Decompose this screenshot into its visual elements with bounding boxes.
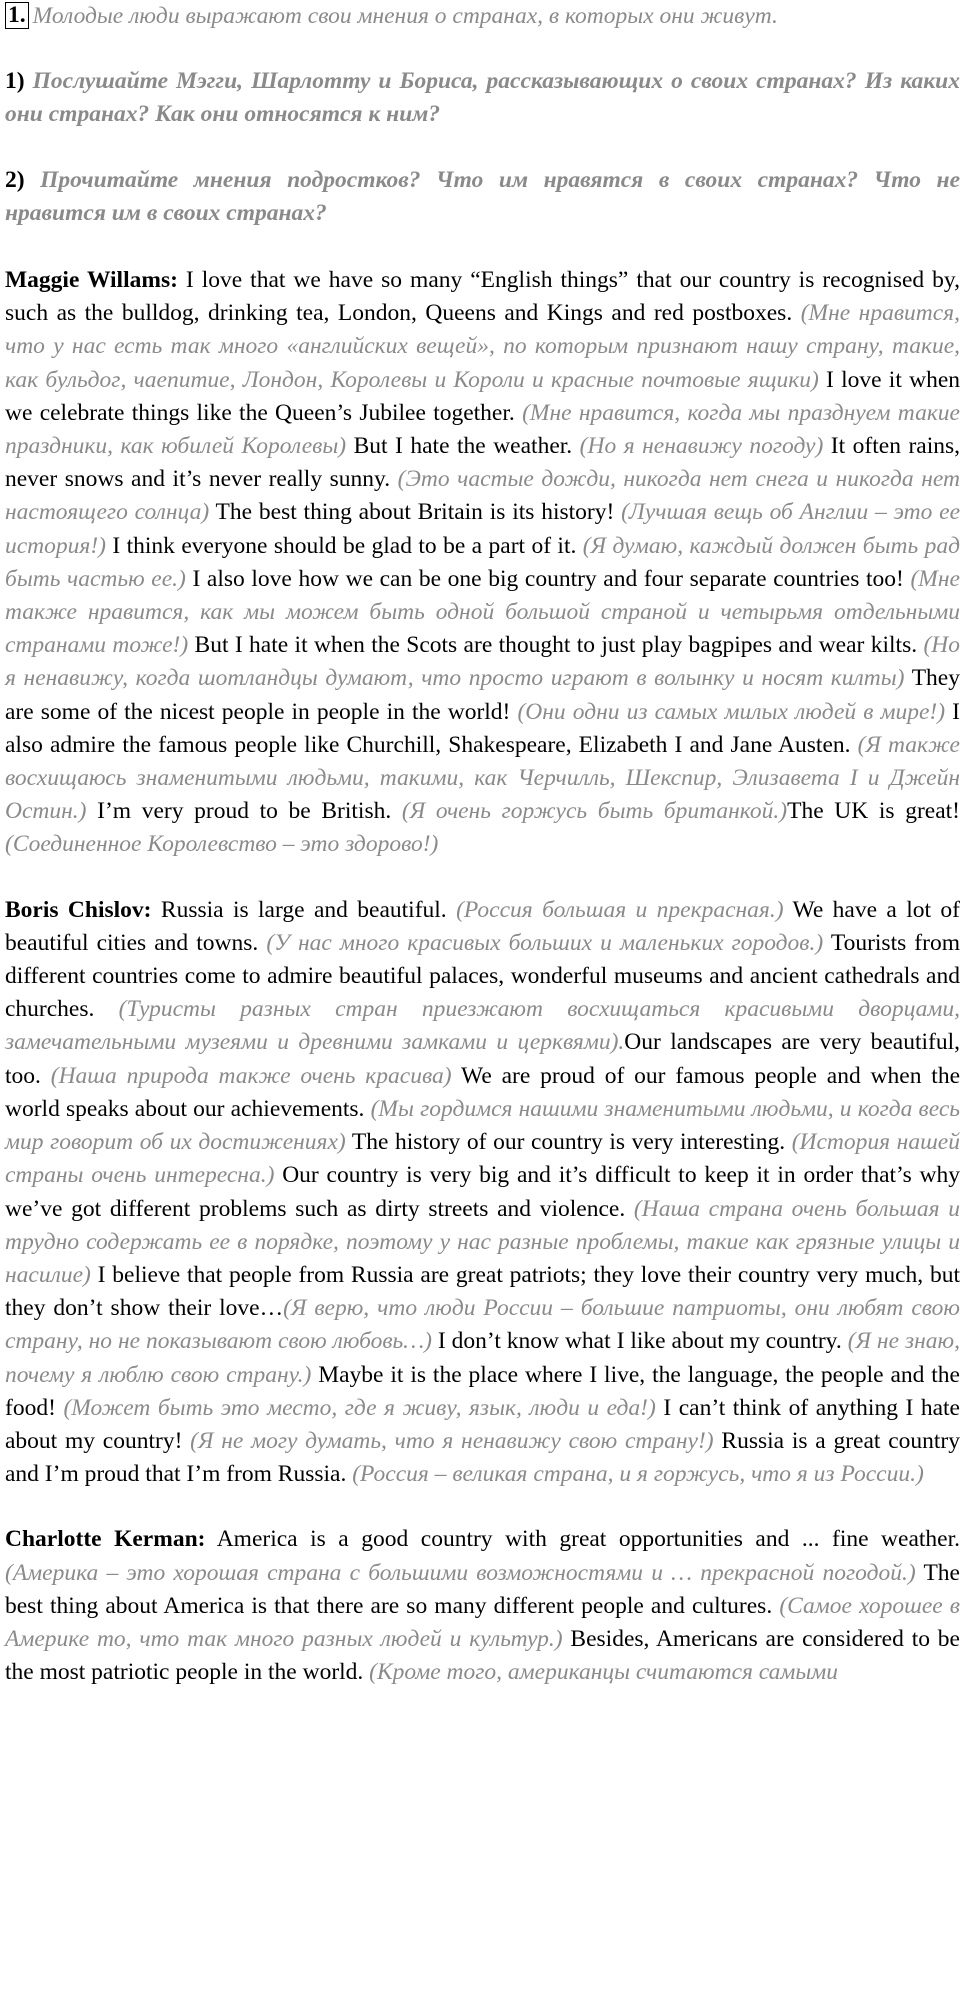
- translation-text: (Может быть это место, где я живу, язык, люди и еда!): [63, 1394, 656, 1421]
- english-text: But I hate the weather.: [346, 433, 580, 460]
- translation-text: (Но я ненавижу погоду): [579, 433, 824, 460]
- english-text: I also admire the famous people like Churchill, Shakespeare, Elizabeth I and Jane Austen.: [5, 698, 960, 758]
- english-text: It often rains, never snows and it’s never really sunny.: [5, 433, 960, 493]
- english-text: I think everyone should be glad to be a part of it.: [105, 532, 583, 559]
- translation-text: (Самое хорошее в Америке то, что так много разных людей и культур.): [5, 1592, 960, 1652]
- english-text: But I hate it when the Scots are thought to just play bagpipes and wear kilts.: [188, 632, 924, 659]
- question-1: [5, 65, 960, 131]
- boris-paragraph: [5, 894, 960, 1492]
- translation-text: (Россия большая и прекрасная.): [456, 896, 784, 923]
- translation-text: (Я не знаю, почему я люблю свою страну.): [5, 1328, 960, 1388]
- english-text: Our country is very big and it’s difficult to keep it in order that’s why we’ve got different problems such as dirty streets and violence.: [5, 1162, 960, 1222]
- speaker-name-charlotte: Charlotte Kerman:: [5, 1526, 206, 1553]
- translation-text: (Наша страна очень большая и трудно содержать ее в порядке, поэтому у нас разные проблемы, такие как грязные улицы и насилие): [5, 1195, 960, 1288]
- translation-text: (Я очень горжусь быть британкой.): [401, 798, 788, 825]
- translation-text: (Мне нравится, когда мы празднуем такие праздники, как юбилей Королевы): [5, 399, 960, 460]
- english-text: The best thing about Britain is its history!: [209, 499, 622, 526]
- english-text: Our landscapes are very beautiful, too.: [5, 1029, 960, 1089]
- english-text: They are some of the nicest people in people in the world!: [5, 665, 960, 725]
- task-intro-text: Молодые люди выражают свои мнения о странах, в которых они живут.: [32, 3, 778, 29]
- maggie-text: [5, 267, 960, 857]
- translation-text: (Они одни из самых милых людей в мире!): [517, 698, 946, 725]
- question-2-number: 2): [5, 166, 25, 193]
- task-intro: [5, 0, 960, 33]
- translation-text: (Туристы разных стран приезжают восхищаться красивыми дворцами, замечательными музеями и древними замками и церквями).: [5, 996, 960, 1056]
- translation-text: (Но я ненавижу, когда шотландцы думают, что просто играют в волынку и носят килты): [5, 632, 960, 692]
- speaker-name-maggie: Maggie Willams:: [5, 267, 178, 294]
- translation-text: (Мне нравится, что у нас есть так много «английских вещей», по которым признают нашу страну, такие, как бульдог, чаепитие, Лондон, Королевы и Короли и красные почтовые ящики): [5, 300, 960, 393]
- translation-text: (Мы гордимся нашими знаменитыми людьми, и когда весь мир говорит об их достижениях): [5, 1095, 960, 1156]
- translation-text: (Америка – это хорошая страна с большими возможностями и … прекрасной погодой.): [5, 1559, 916, 1586]
- english-text: The history of our country is very interesting.: [345, 1129, 792, 1156]
- question-2: [5, 164, 960, 230]
- english-text: The best thing about America is that there are so many different people and cultures.: [5, 1559, 960, 1619]
- spacer: [5, 132, 960, 164]
- speaker-name-boris: Boris Chislov:: [5, 896, 152, 923]
- english-text: Russia is large and beautiful.: [151, 896, 457, 923]
- english-text: America is a good country with great opportunities and ... fine weather.: [205, 1526, 960, 1553]
- translation-text: (Это частые дожди, никогда нет снега и никогда нет настоящего солнца): [5, 466, 960, 526]
- question-1-number: 1): [5, 68, 25, 95]
- spacer: [5, 33, 960, 65]
- translation-text: (Я верю, что люди России – большие патриоты, они любят свою страну, но не показывают свою любовь…): [5, 1295, 960, 1355]
- english-text: Maybe it is the place where I live, the language, the people and the food!: [5, 1361, 960, 1421]
- english-text: Russia is a great country and I’m proud that I’m from Russia.: [5, 1427, 960, 1488]
- english-text: I’m very proud to be British.: [86, 798, 402, 825]
- maggie-paragraph: [5, 264, 960, 862]
- translation-text: (История нашей страны очень интересна.): [5, 1129, 960, 1189]
- translation-text: (Я не могу думать, что я ненавижу свою страну!): [190, 1427, 714, 1454]
- english-text: I can’t think of anything I hate about my country!: [5, 1394, 960, 1454]
- english-text: I don’t know what I like about my country.: [431, 1328, 848, 1355]
- spacer: [5, 862, 960, 894]
- translation-text: (Кроме того, американцы считаются самыми: [369, 1659, 839, 1686]
- question-1-text: Послушайте Мэгги, Шарлотту и Бориса, рассказывающих о своих странах? Из каких они странах? Как они относятся к ним?: [5, 68, 960, 128]
- task-number: 1.: [5, 2, 29, 29]
- english-text: The UK is great!: [787, 798, 960, 825]
- english-text: We are proud of our famous people and when the world speaks about our achievements.: [5, 1062, 960, 1122]
- translation-text: (У нас много красивых больших и маленьких городов.): [266, 929, 824, 956]
- translation-text: (Россия – великая страна, и я горжусь, что я из России.): [352, 1461, 924, 1488]
- question-2-text: Прочитайте мнения подростков? Что им нравятся в своих странах? Что не нравится им в своих странах?: [5, 166, 960, 226]
- english-text: We have a lot of beautiful cities and towns.: [5, 896, 960, 956]
- spacer: [5, 1491, 960, 1523]
- translation-text: (Я также восхищаюсь знаменитыми людьми, такими, как Черчилль, Шекспир, Элизавета I и Джейн Остин.): [5, 731, 960, 825]
- english-text: Besides, Americans are considered to be the most patriotic people in the world.: [5, 1625, 960, 1686]
- english-text: Tourists from different countries come to admire beautiful palaces, wonderful museums and ancient cathedrals and churches.: [5, 929, 960, 1023]
- translation-text: (Я думаю, каждый должен быть рад быть частью ее.): [5, 532, 960, 592]
- charlotte-paragraph: [5, 1523, 960, 1689]
- english-text: I love it when we celebrate things like the Queen’s Jubilee together.: [5, 366, 960, 426]
- translation-text: (Лучшая вещь об Англии – это ее история!): [5, 499, 960, 559]
- translation-text: (Наша природа также очень красива): [50, 1062, 452, 1089]
- spacer: [5, 230, 960, 264]
- translation-text: (Мне также нравится, как мы можем быть одной большой страной и четырьмя отдельными странами тоже!): [5, 565, 960, 659]
- english-text: I believe that people from Russia are great patriots; they love their country very much, but they don’t show their love…: [5, 1261, 960, 1322]
- english-text: I also love how we can be one big country and four separate countries too!: [185, 565, 911, 592]
- translation-text: (Соединенное Королевство – это здорово!): [5, 831, 439, 858]
- english-text: I love that we have so many “English things” that our country is recognised by, such as the bulldog, drinking tea, London, Queens and Kings and red postboxes.: [5, 267, 960, 327]
- boris-text: [5, 897, 960, 1487]
